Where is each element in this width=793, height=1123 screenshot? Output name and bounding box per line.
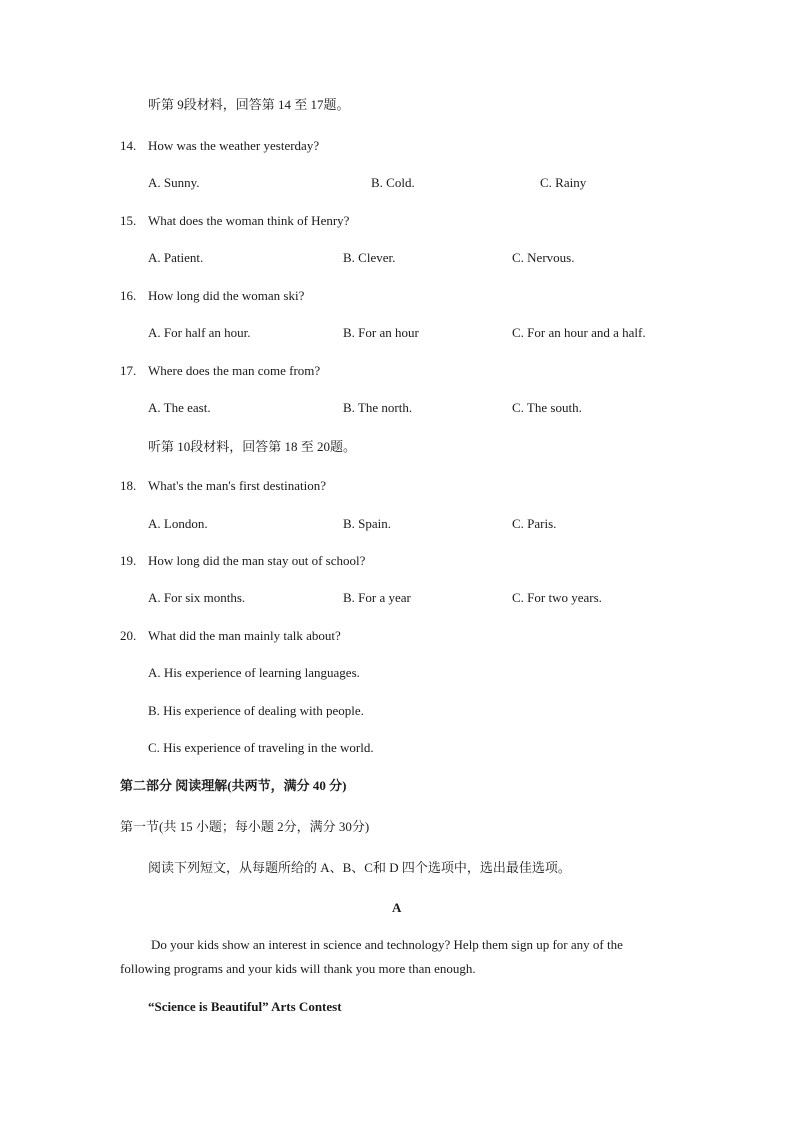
- option-c: C. Nervous.: [512, 250, 575, 265]
- question-text: How long did the man stay out of school?: [148, 553, 366, 568]
- option-b: B. Clever.: [343, 250, 396, 265]
- question-text: What does the woman think of Henry?: [148, 213, 350, 228]
- question-text: How was the weather yesterday?: [148, 138, 320, 153]
- option-c: C. For two years.: [512, 590, 602, 605]
- option-b: B. Cold.: [371, 175, 415, 190]
- part-2-heading: 第二部分 阅读理解(共两节，满分 40 分): [120, 778, 347, 793]
- question-number: 16.: [120, 288, 137, 303]
- option-b: B. His experience of dealing with people.: [148, 703, 364, 718]
- section-1-heading: 第一节(共 15 小题；每小题 2分，满分 30分): [120, 819, 370, 834]
- question-text: How long did the woman ski?: [148, 288, 305, 303]
- section-9-instruction: 听第 9段材料，回答第 14 至 17题。: [148, 97, 350, 112]
- section-10-instruction: 听第 10段材料，回答第 18 至 20题。: [148, 439, 357, 454]
- option-a: A. For half an hour.: [148, 325, 251, 340]
- option-a: A. London.: [148, 516, 208, 531]
- question-text: What did the man mainly talk about?: [148, 628, 341, 643]
- option-a: A. His experience of learning languages.: [148, 665, 360, 680]
- question-number: 17.: [120, 363, 137, 378]
- option-a: A. The east.: [148, 400, 211, 415]
- option-c: C. Rainy: [540, 175, 587, 190]
- passage-letter: A: [392, 900, 402, 915]
- option-a: A. For six months.: [148, 590, 246, 605]
- question-number: 15.: [120, 213, 137, 228]
- passage-line-1: Do your kids show an interest in science and technology? Help them sign up for any of the: [151, 937, 623, 952]
- option-c: C. The south.: [512, 400, 582, 415]
- question-text: What's the man's first destination?: [148, 478, 326, 493]
- program-title: “Science is Beautiful” Arts Contest: [148, 999, 342, 1014]
- option-c: C. For an hour and a half.: [512, 325, 646, 340]
- question-number: 18.: [120, 478, 137, 493]
- option-c: C. Paris.: [512, 516, 557, 531]
- option-b: B. The north.: [343, 400, 413, 415]
- option-a: A. Sunny.: [148, 175, 200, 190]
- question-number: 19.: [120, 553, 137, 568]
- question-text: Where does the man come from?: [148, 363, 321, 378]
- passage-line-2: following programs and your kids will thank you more than enough.: [120, 961, 476, 976]
- question-number: 20.: [120, 628, 137, 643]
- question-number: 14.: [120, 138, 137, 153]
- option-c: C. His experience of traveling in the world.: [148, 740, 374, 755]
- option-b: B. For an hour: [343, 325, 419, 340]
- option-a: A. Patient.: [148, 250, 204, 265]
- reading-instructions: 阅读下列短文，从每题所给的 A、B、C和 D 四个选项中，选出最佳选项。: [148, 860, 571, 875]
- option-b: B. For a year: [343, 590, 411, 605]
- option-b: B. Spain.: [343, 516, 392, 531]
